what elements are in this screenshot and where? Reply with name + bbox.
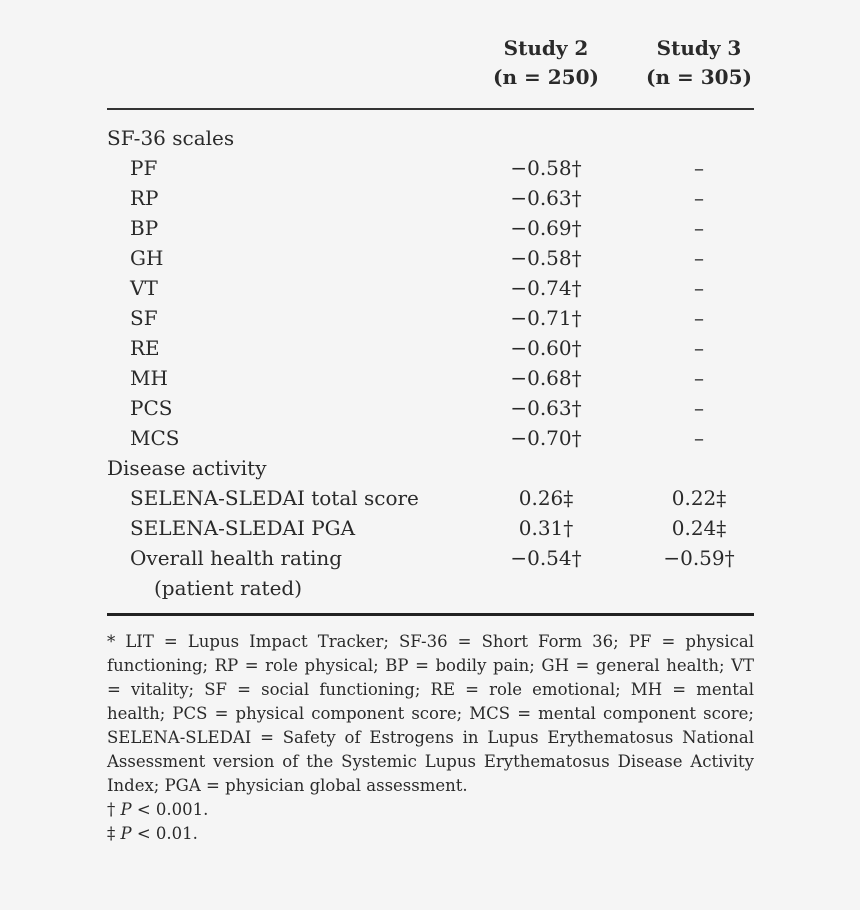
column-sample-size: (n = 305) — [646, 65, 752, 89]
section-label: Disease activity — [107, 456, 267, 480]
study-2-value: −0.71† — [510, 306, 582, 330]
table-row — [107, 453, 754, 483]
row-label: GH — [130, 246, 164, 270]
study-2-value: −0.58† — [510, 246, 582, 270]
table-row — [107, 543, 754, 573]
row-label: RP — [130, 186, 159, 210]
study-2-value: −0.74† — [510, 276, 582, 300]
table-row — [107, 243, 754, 273]
table-body — [107, 110, 754, 616]
table-row — [107, 303, 754, 333]
dagger-footnote — [107, 798, 754, 822]
double-dagger-threshold: < 0.01. — [136, 824, 198, 843]
abbreviations-footnote: * LIT = Lupus Impact Tracker; SF-36 = Short Form 36; PF = physical functioning; RP = role physical; BP = bodily pain; GH = general health; VT = vitality; SF = social functioning; RE = role emotional; MH = mental health; PCS = physical component score; MCS = mental component score; SELENA-SLEDAI = Safety of Estrogens in Lupus Erythematosus National Assessment version of the Systemic Lupus Erythematosus Disease Activity Index; PGA = physician global assessment. — [107, 632, 754, 795]
correlation-table — [107, 34, 754, 616]
p-symbol: P — [120, 824, 132, 843]
study-2-value: −0.63† — [510, 396, 582, 420]
table-row — [107, 153, 754, 183]
row-label: RE — [130, 336, 160, 360]
double-dagger-footnote — [107, 822, 754, 846]
study-3-value: 0.22‡ — [671, 486, 727, 510]
study-3-value: – — [694, 366, 704, 390]
column-name: Study 3 — [656, 36, 742, 60]
table-row — [107, 393, 754, 423]
table-header — [107, 34, 754, 110]
row-label: MCS — [130, 426, 180, 450]
study-2-value: −0.54† — [510, 546, 582, 570]
table-row — [107, 333, 754, 363]
table-row — [107, 273, 754, 303]
row-label: PF — [130, 156, 158, 180]
study-2-value: −0.68† — [510, 366, 582, 390]
study-3-value: – — [694, 276, 704, 300]
row-label: BP — [130, 216, 159, 240]
table-row — [107, 183, 754, 213]
study-3-value: – — [694, 336, 704, 360]
dagger-threshold: < 0.001. — [136, 800, 209, 819]
row-label: SELENA-SLEDAI total score — [130, 486, 419, 510]
study-3-value: – — [694, 396, 704, 420]
table-row — [107, 513, 754, 543]
row-label: PCS — [130, 396, 173, 420]
study-3-value: – — [694, 216, 704, 240]
table-row — [107, 573, 754, 603]
study-3-value: 0.24‡ — [671, 516, 727, 540]
study-3-value: −0.59† — [663, 546, 735, 570]
p-symbol: P — [120, 800, 132, 819]
table-row — [107, 363, 754, 393]
row-label: SELENA-SLEDAI PGA — [130, 516, 356, 540]
study-2-value: −0.70† — [510, 426, 582, 450]
study-3-value: – — [694, 186, 704, 210]
study-3-value: – — [694, 156, 704, 180]
dagger-symbol: † — [107, 800, 116, 819]
study-2-value: 0.31† — [518, 516, 574, 540]
study-3-value: – — [694, 426, 704, 450]
study-2-value: −0.58† — [510, 156, 582, 180]
row-label: MH — [130, 366, 168, 390]
study-2-value: −0.63† — [510, 186, 582, 210]
study-2-value: −0.69† — [510, 216, 582, 240]
section-label: SF-36 scales — [107, 126, 235, 150]
column-name: Study 2 — [503, 36, 589, 60]
study-3-value: – — [694, 246, 704, 270]
column-header-study-2 — [471, 34, 621, 92]
row-label: (patient rated) — [154, 576, 303, 600]
study-2-value: −0.60† — [510, 336, 582, 360]
table-row — [107, 123, 754, 153]
column-header-study-3 — [624, 34, 774, 92]
study-3-value: – — [694, 306, 704, 330]
row-label: SF — [130, 306, 158, 330]
table-row — [107, 213, 754, 243]
row-label: VT — [130, 276, 158, 300]
row-label: Overall health rating — [130, 546, 343, 570]
table-footnotes — [107, 630, 754, 846]
table-row — [107, 423, 754, 453]
double-dagger-symbol: ‡ — [107, 824, 116, 843]
column-sample-size: (n = 250) — [493, 65, 599, 89]
table-row — [107, 483, 754, 513]
study-2-value: 0.26‡ — [518, 486, 574, 510]
